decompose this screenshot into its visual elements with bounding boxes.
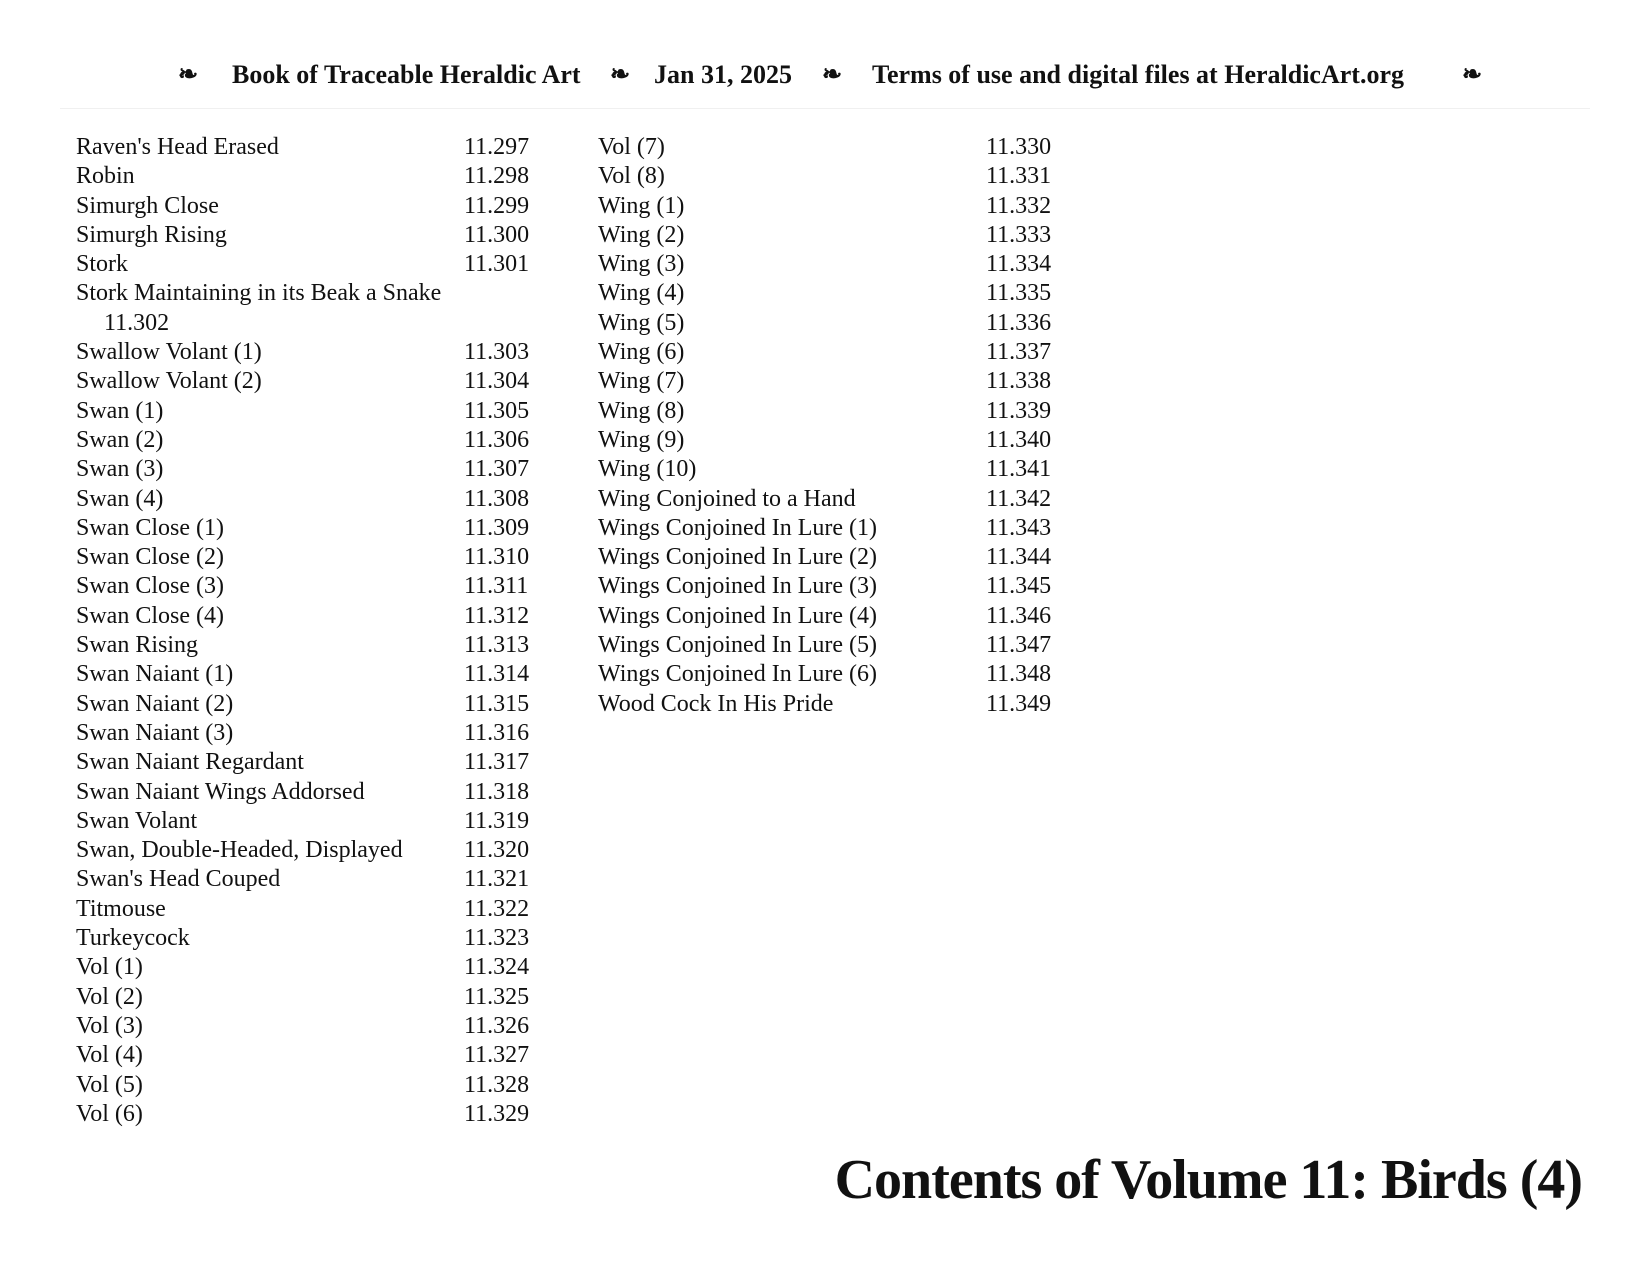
entry-name: Wing (1)	[598, 192, 685, 219]
entry-name: Wing (7)	[598, 368, 685, 395]
contents-column-2	[598, 133, 1058, 719]
contents-entry	[76, 221, 536, 250]
entry-name: Simurgh Rising	[76, 221, 227, 248]
contents-entry	[598, 309, 1058, 338]
contents-entry	[76, 426, 536, 455]
contents-entry	[598, 397, 1058, 426]
entry-number: 11.340	[986, 426, 1052, 453]
book-title: Book of Traceable Heraldic Art	[232, 60, 581, 89]
entry-number: 11.336	[986, 309, 1052, 336]
contents-entry	[598, 250, 1058, 279]
entry-name: Wings Conjoined In Lure (4)	[598, 602, 877, 629]
entry-number: 11.328	[464, 1071, 530, 1098]
contents-entry	[598, 543, 1058, 572]
entry-name: Wings Conjoined In Lure (5)	[598, 632, 877, 659]
contents-entry	[76, 162, 536, 191]
entry-name: Wings Conjoined In Lure (6)	[598, 661, 877, 688]
entry-number: 11.333	[986, 221, 1052, 248]
entry-number: 11.341	[986, 456, 1052, 483]
entry-number: 11.308	[464, 485, 530, 512]
entry-name: Swan Naiant (1)	[76, 661, 234, 688]
contents-entry	[598, 660, 1058, 689]
contents-entry	[598, 426, 1058, 455]
entry-name: Swan Naiant (3)	[76, 719, 234, 746]
entry-name: Robin	[76, 163, 135, 190]
page-header	[60, 50, 1590, 109]
entry-number: 11.339	[986, 397, 1052, 424]
contents-entry	[76, 397, 536, 426]
entry-name: Wings Conjoined In Lure (2)	[598, 544, 877, 571]
entry-name: Wood Cock In His Pride	[598, 690, 834, 717]
entry-name: Swan Close (2)	[76, 544, 224, 571]
entry-number: 11.347	[986, 632, 1052, 659]
contents-entry	[598, 602, 1058, 631]
page-title: Contents of Volume 11: Birds (4)	[834, 1149, 1582, 1211]
entry-name: Swan Naiant (2)	[76, 690, 234, 717]
entry-number: 11.316	[464, 719, 530, 746]
contents-entry	[76, 338, 536, 367]
entry-name: Swan Close (4)	[76, 602, 224, 629]
contents-entry	[598, 514, 1058, 543]
entry-number: 11.315	[464, 690, 530, 717]
entry-name: Wings Conjoined In Lure (3)	[598, 573, 877, 600]
entry-name: Vol (7)	[598, 134, 665, 160]
fleuron-icon: ❧	[822, 62, 843, 88]
contents-entry	[598, 192, 1058, 221]
contents-entry	[76, 690, 536, 719]
contents-entry	[598, 162, 1058, 191]
entry-number: 11.325	[464, 983, 530, 1010]
contents-entry	[598, 221, 1058, 250]
entry-name: Stork Maintaining in its Beak a Snake	[76, 280, 442, 307]
contents-entry	[76, 1012, 536, 1041]
entry-name: Swan (4)	[76, 485, 164, 512]
contents-entry	[76, 572, 536, 601]
entry-number: 11.318	[464, 778, 530, 805]
entry-number: 11.321	[464, 866, 530, 893]
entry-name: Swan Volant	[76, 807, 198, 834]
entry-number: 11.304	[464, 368, 530, 395]
fleuron-icon: ❧	[1462, 62, 1483, 88]
contents-entry	[76, 924, 536, 953]
contents-entry	[76, 983, 536, 1012]
entry-name: Vol (5)	[76, 1071, 143, 1098]
entry-name: Vol (1)	[76, 954, 143, 981]
entry-name: Vol (2)	[76, 983, 143, 1010]
entry-number: 11.302	[104, 309, 170, 336]
entry-number: 11.329	[464, 1100, 530, 1127]
entry-name: Swan (3)	[76, 456, 164, 483]
entry-number: 11.330	[986, 134, 1052, 160]
entry-number: 11.344	[986, 544, 1052, 571]
contents-entry	[76, 133, 536, 162]
contents-column-1	[76, 133, 536, 1129]
entry-number: 11.298	[464, 163, 530, 190]
contents-entry	[76, 660, 536, 689]
entry-name: Swan, Double-Headed, Displayed	[76, 837, 403, 864]
fleuron-icon: ❧	[610, 62, 631, 88]
entry-name: Wing (2)	[598, 221, 685, 248]
entry-number: 11.320	[464, 837, 530, 864]
entry-number: 11.327	[464, 1042, 530, 1069]
entry-number: 11.345	[986, 573, 1052, 600]
entry-number: 11.337	[986, 339, 1052, 366]
entry-number: 11.312	[464, 602, 530, 629]
entry-number: 11.324	[464, 954, 530, 981]
entry-number: 11.335	[986, 280, 1052, 307]
contents-entry	[76, 192, 536, 221]
entry-name: Swallow Volant (2)	[76, 368, 262, 395]
entry-number: 11.319	[464, 807, 530, 834]
contents-entry	[76, 455, 536, 484]
entry-name: Simurgh Close	[76, 192, 219, 219]
entry-name: Wing (9)	[598, 426, 685, 453]
entry-name: Turkeycock	[76, 925, 190, 952]
contents-entry	[598, 485, 1058, 514]
entry-name: Swan (2)	[76, 426, 164, 453]
entry-name: Wing (10)	[598, 456, 697, 483]
entry-name: Swan Close (1)	[76, 514, 224, 541]
contents-entry	[76, 543, 536, 572]
entry-number: 11.348	[986, 661, 1052, 688]
contents-entry	[76, 778, 536, 807]
entry-name: Swallow Volant (1)	[76, 339, 262, 366]
contents-entry	[76, 485, 536, 514]
entry-name: Wing (8)	[598, 397, 685, 424]
entry-name: Stork	[76, 251, 129, 278]
fleuron-icon: ❧	[178, 62, 199, 88]
entry-number: 11.322	[464, 895, 530, 922]
contents-entry	[76, 1041, 536, 1070]
contents-entry	[76, 602, 536, 631]
entry-name: Vol (8)	[598, 163, 665, 190]
contents-entry	[598, 455, 1058, 484]
contents-entry	[598, 572, 1058, 601]
entry-number: 11.349	[986, 690, 1052, 717]
entry-name: Vol (4)	[76, 1042, 143, 1069]
entry-number: 11.334	[986, 251, 1052, 278]
entry-name: Swan Close (3)	[76, 573, 224, 600]
entry-number: 11.317	[464, 749, 530, 776]
entry-name: Wings Conjoined In Lure (1)	[598, 514, 877, 541]
entry-name: Raven's Head Erased	[76, 134, 279, 160]
contents-entry	[598, 133, 1058, 162]
contents-entry	[76, 514, 536, 543]
entry-number: 11.342	[986, 485, 1052, 512]
entry-name: Vol (6)	[76, 1100, 143, 1127]
contents-entry	[76, 631, 536, 660]
contents-entry	[76, 1071, 536, 1100]
entry-number: 11.311	[464, 573, 529, 600]
contents-entry	[598, 690, 1058, 719]
contents-entry	[76, 279, 536, 338]
entry-name: Wing (5)	[598, 309, 685, 336]
contents-entry	[598, 631, 1058, 660]
contents-entry	[76, 1100, 536, 1129]
entry-name: Wing Conjoined to a Hand	[598, 485, 856, 512]
entry-name: Swan Naiant Regardant	[76, 749, 304, 776]
entry-number: 11.307	[464, 456, 530, 483]
entry-name: Swan's Head Couped	[76, 866, 281, 893]
contents-entry	[598, 338, 1058, 367]
entry-number: 11.314	[464, 661, 530, 688]
entry-name: Swan Naiant Wings Addorsed	[76, 778, 365, 805]
entry-number: 11.306	[464, 426, 530, 453]
contents-entry	[598, 367, 1058, 396]
entry-name: Vol (3)	[76, 1012, 143, 1039]
contents-entry	[76, 748, 536, 777]
entry-number: 11.300	[464, 221, 530, 248]
entry-number: 11.313	[464, 632, 530, 659]
entry-name: Wing (6)	[598, 339, 685, 366]
entry-number: 11.305	[464, 397, 530, 424]
entry-number: 11.323	[464, 925, 530, 952]
contents-entry	[76, 836, 536, 865]
entry-number: 11.332	[986, 192, 1052, 219]
entry-name: Titmouse	[76, 895, 166, 922]
contents-entry	[76, 250, 536, 279]
entry-number: 11.301	[464, 251, 530, 278]
entry-name: Wing (4)	[598, 280, 685, 307]
contents-entry	[76, 367, 536, 396]
entry-number: 11.309	[464, 514, 530, 541]
header-date: Jan 31, 2025	[654, 60, 792, 89]
entry-number: 11.331	[986, 163, 1052, 190]
contents-entry	[76, 865, 536, 894]
entry-number: 11.326	[464, 1012, 530, 1039]
contents-entry	[76, 719, 536, 748]
contents-entry	[76, 807, 536, 836]
terms-link[interactable]: Terms of use and digital files at HeraldicArt.org	[872, 60, 1404, 89]
entry-name: Swan (1)	[76, 397, 164, 424]
entry-name: Swan Rising	[76, 632, 199, 659]
contents-entry	[76, 895, 536, 924]
entry-number: 11.303	[464, 339, 530, 366]
contents-entry	[76, 953, 536, 982]
entry-number: 11.299	[464, 192, 530, 219]
entry-number: 11.310	[464, 544, 530, 571]
entry-number: 11.343	[986, 514, 1052, 541]
entry-number: 11.338	[986, 368, 1052, 395]
entry-number: 11.346	[986, 602, 1052, 629]
entry-name: Wing (3)	[598, 251, 685, 278]
entry-number: 11.297	[464, 134, 530, 160]
contents-entry	[598, 279, 1058, 308]
